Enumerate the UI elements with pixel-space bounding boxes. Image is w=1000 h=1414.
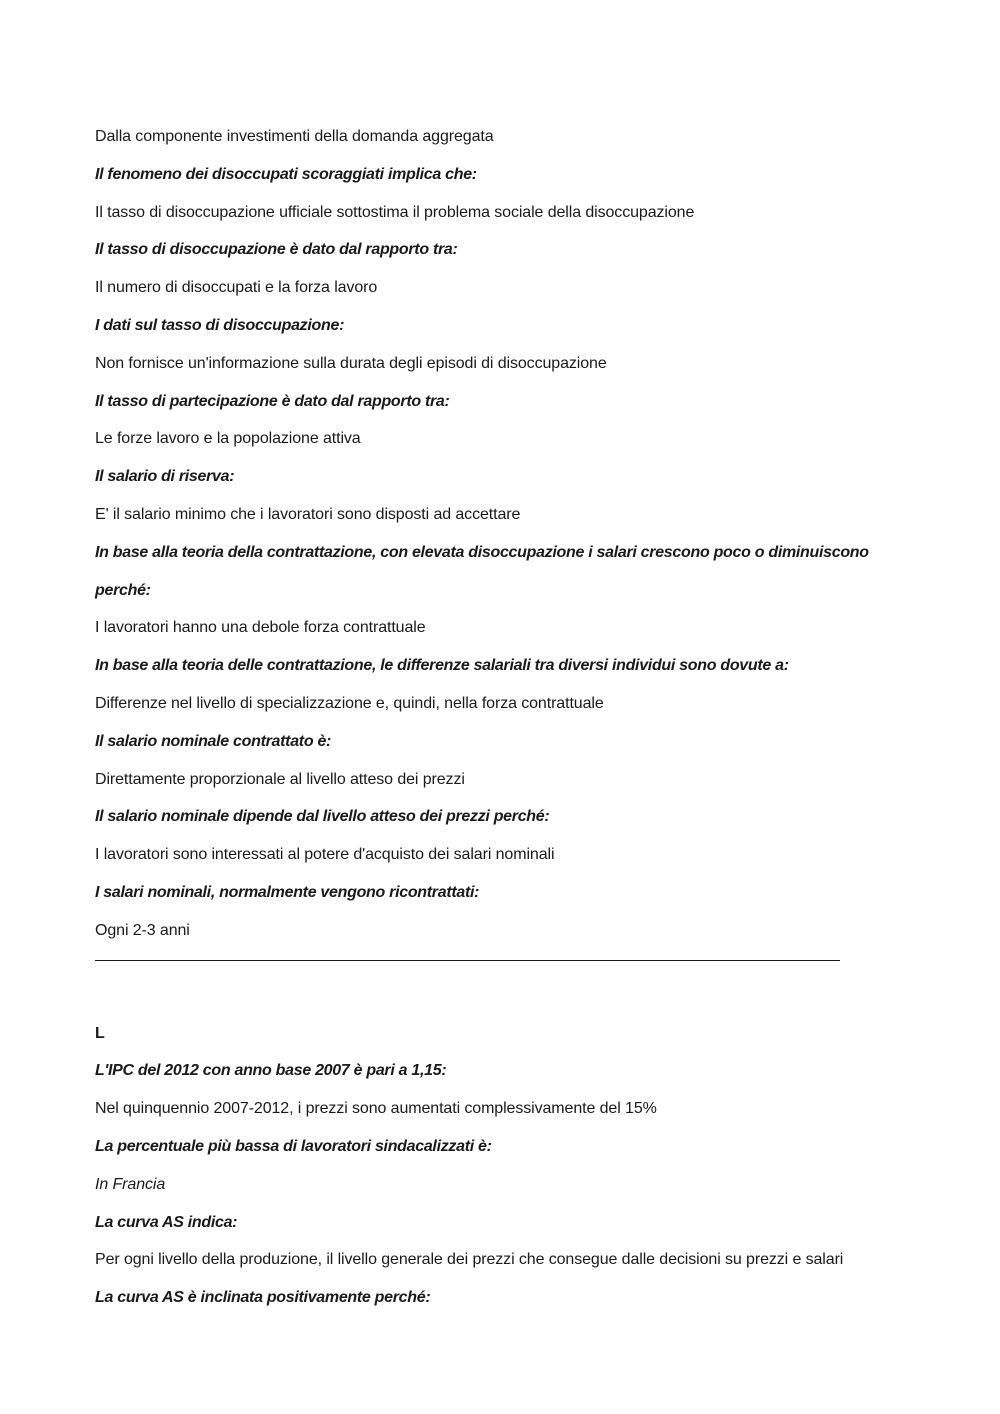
answer-line: Direttamente proporzionale al livello atteso dei prezzi bbox=[95, 770, 465, 788]
question-line: Il salario nominale contrattato è: bbox=[95, 732, 332, 750]
question-line: La curva AS indica: bbox=[95, 1213, 238, 1231]
answer-line: Le forze lavoro e la popolazione attiva bbox=[95, 430, 361, 448]
question-line: La curva AS è inclinata positivamente perché: bbox=[95, 1289, 431, 1307]
answer-line: In Francia bbox=[95, 1175, 166, 1193]
question-line: Il fenomeno dei disoccupati scoraggiati implica che: bbox=[95, 165, 477, 183]
answer-line: Dalla componente investimenti della domanda aggregata bbox=[95, 128, 494, 145]
question-line: Il tasso di partecipazione è dato dal rapporto tra: bbox=[95, 392, 450, 410]
answer-line: Nel quinquennio 2007-2012, i prezzi sono aumentati complessivamente del 15% bbox=[95, 1100, 657, 1118]
section-divider bbox=[95, 960, 840, 961]
answer-line: I lavoratori hanno una debole forza contrattuale bbox=[95, 619, 426, 637]
section-letter: L bbox=[95, 1024, 105, 1042]
question-line: I salari nominali, normalmente vengono ricontrattati: bbox=[95, 883, 480, 901]
answer-line: I lavoratori sono interessati al potere d'acquisto dei salari nominali bbox=[95, 846, 555, 864]
answer-line: Differenze nel livello di specializzazione e, quindi, nella forza contrattuale bbox=[95, 694, 604, 712]
question-line: Il tasso di disoccupazione è dato dal rapporto tra: bbox=[95, 241, 458, 259]
question-line: I dati sul tasso di disoccupazione: bbox=[95, 316, 345, 334]
answer-line: Ogni 2-3 anni bbox=[95, 921, 190, 939]
answer-line: E' il salario minimo che i lavoratori sono disposti ad accettare bbox=[95, 505, 521, 523]
question-line: L'IPC del 2012 con anno base 2007 è pari a 1,15: bbox=[95, 1062, 447, 1080]
question-line: La percentuale più bassa di lavoratori sindacalizzati è: bbox=[95, 1137, 492, 1155]
document-content bbox=[95, 118, 915, 1317]
question-line: Il salario di riserva: bbox=[95, 468, 235, 486]
question-line: In base alla teoria delle contrattazione, le differenze salariali tra diversi individui sono dovute a: bbox=[95, 657, 789, 675]
answer-line: Il tasso di disoccupazione ufficiale sottostima il problema sociale della disoccupazione bbox=[95, 203, 695, 221]
question-line: perché: bbox=[95, 581, 151, 599]
answer-line: Il numero di disoccupati e la forza lavoro bbox=[95, 279, 378, 297]
question-line: In base alla teoria della contrattazione, con elevata disoccupazione i salari crescono poco o diminuiscono bbox=[95, 543, 869, 561]
answer-line: Non fornisce un'informazione sulla durata degli episodi di disoccupazione bbox=[95, 354, 607, 372]
question-line: Il salario nominale dipende dal livello atteso dei prezzi perché: bbox=[95, 808, 550, 826]
qa-block-top bbox=[95, 118, 915, 950]
qa-block-bottom bbox=[95, 1052, 915, 1317]
answer-line: Per ogni livello della produzione, il livello generale dei prezzi che consegue dalle decisioni su prezzi e salari bbox=[95, 1251, 844, 1269]
